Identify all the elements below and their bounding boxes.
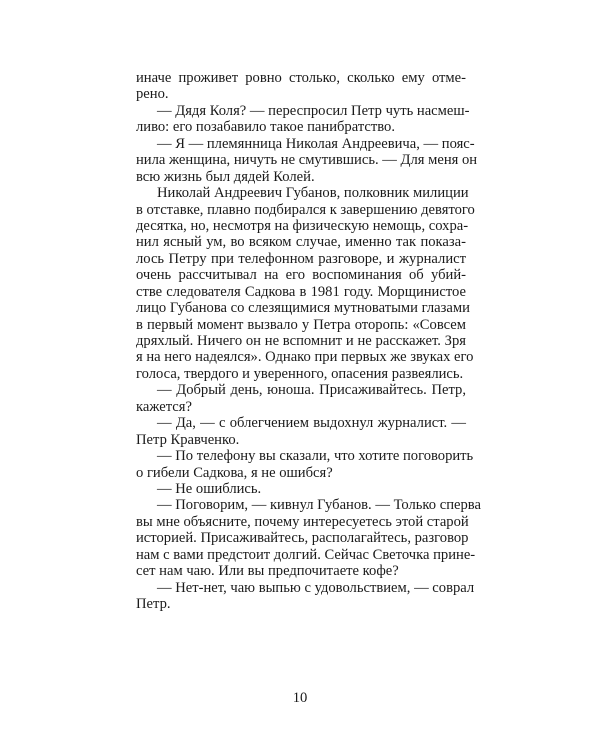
text-line: я на него надеялся». Однако при первых же звуках его	[136, 349, 474, 366]
text-line: — По телефону вы сказали, что хотите поговорить	[157, 448, 474, 465]
text-line: Николай Андреевич Губанов, полковник милиции	[157, 185, 469, 202]
text-line: дряхлый. Ничего он не вспомнит и не расскажет. Зря	[136, 333, 466, 349]
text-line: нам с вами предстоит долгий. Сейчас Светочка прине-	[136, 546, 476, 563]
text-line: Петр.	[136, 596, 171, 612]
text-line: нила женщина, ничуть не смутившись. — Для меня он	[136, 152, 478, 169]
text-line: — Не ошиблись.	[157, 480, 262, 497]
text-line: в первый момент вызвало у Петра оторопь: «Совсем	[136, 316, 466, 333]
body-text	[136, 70, 481, 612]
text-line: стве следователя Садкова в 1981 году. Морщинистое	[136, 283, 466, 300]
text-line: о гибели Садкова, я не ошибся?	[136, 464, 333, 481]
page-number: 10	[292, 690, 308, 706]
text-line: — Да, — с облегчением выдохнул журналист. —	[157, 415, 466, 432]
text-line: лось Петру при телефонном разговоре, и журналист	[136, 250, 466, 267]
text-line: — Я — племянница Николая Андреевича, — пояс-	[157, 135, 475, 152]
text-line: в отставке, плавно подбирался к завершению девятого	[136, 201, 475, 218]
text-line: вы мне объясните, почему интересуетесь этой старой	[136, 513, 469, 530]
text-line: историей. Присаживайтесь, располагайтесь, разговор	[136, 530, 469, 547]
text-line: — Добрый день, юноша. Присаживайтесь. Петр,	[157, 382, 466, 399]
text-line: всю жизнь был дядей Колей.	[136, 168, 315, 185]
text-line: — Дядя Коля? — переспросил Петр чуть насмеш-	[157, 102, 470, 119]
text-line: ливо: его позабавило такое панибратство.	[136, 119, 395, 136]
text-line: нил ясный ум, во всяком случае, именно так показа-	[136, 234, 466, 251]
text-line: кажется?	[136, 398, 192, 415]
text-line: Петр Кравченко.	[136, 431, 240, 448]
text-line: голоса, твердого и уверенного, опасения развеялись.	[136, 365, 464, 382]
text-line: иначе проживет ровно столько, сколько ему отме-	[136, 70, 466, 86]
text-line: десятка, но, несмотря на физическую немощь, сохра-	[136, 217, 469, 234]
text-line: — Поговорим, — кивнул Губанов. — Только сперва	[157, 497, 481, 514]
text-line: рено.	[136, 86, 169, 103]
text-line: — Нет-нет, чаю выпью с удовольствием, — соврал	[157, 579, 475, 596]
text-line: лицо Губанова со слезящимися мутноватыми глазами	[136, 300, 470, 317]
text-line: сет нам чаю. Или вы предпочитаете кофе?	[136, 563, 399, 580]
text-line: очень рассчитывал на его воспоминания об убий-	[136, 267, 466, 284]
